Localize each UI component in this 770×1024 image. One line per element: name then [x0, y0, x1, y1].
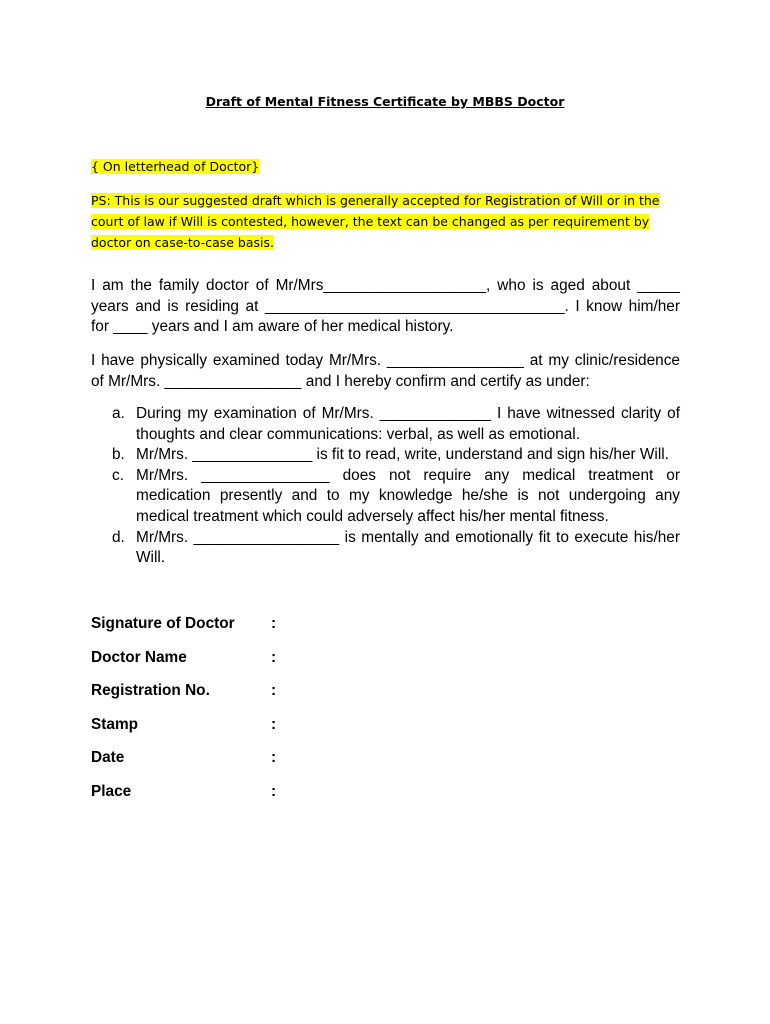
list-item — [91, 528, 680, 569]
date-label: Date — [91, 749, 125, 766]
doctor-name-label: Doctor Name — [91, 648, 187, 666]
signature-field-row — [91, 649, 391, 683]
document-title: Draft of Mental Fitness Certificate by MBBS Doctor — [205, 94, 565, 109]
list-item-text: During my examination of Mr/Mrs. _____________ I have witnessed clarity of thoughts and clear communications: verbal, as well as emotional. — [136, 405, 680, 443]
paragraph-examination: I have physically examined today Mr/Mrs. ________________ at my clinic/residence of Mr/Mrs. ________________ and I hereby confirm and certify as under: — [91, 352, 680, 390]
letterhead-note — [91, 157, 259, 177]
signature-field-row — [91, 749, 391, 783]
field-colon: : — [271, 648, 277, 666]
field-colon: : — [271, 749, 277, 766]
list-marker: d. — [112, 528, 125, 546]
paragraph-family-doctor: I am the family doctor of Mr/Mrs___________________, who is aged about _____ years and is residing at ___________________________________. I know him/her for ____ years and I am aware of her medical history. — [91, 277, 680, 336]
signature-field-row — [91, 783, 391, 817]
list-item — [91, 445, 680, 466]
signature-block — [91, 615, 391, 816]
list-item — [91, 466, 680, 528]
field-colon: : — [271, 615, 277, 632]
signature-field-row — [91, 716, 391, 750]
certification-list — [91, 404, 680, 569]
field-colon: : — [271, 782, 277, 800]
list-item — [91, 404, 680, 445]
list-item-text: Mr/Mrs. _________________ is mentally and emotionally fit to execute his/her Will. — [136, 528, 680, 567]
ps-note — [91, 190, 681, 253]
place-label: Place — [91, 782, 132, 800]
field-colon: : — [271, 682, 277, 699]
signature-field-row — [91, 615, 391, 649]
signature-field-row — [91, 682, 391, 716]
signature-of-doctor-label: Signature of Doctor — [91, 615, 235, 632]
list-marker: c. — [112, 466, 124, 484]
stamp-label: Stamp — [91, 715, 139, 733]
list-marker: b. — [112, 446, 125, 464]
registration-no-label: Registration No. — [91, 682, 210, 699]
field-colon: : — [271, 715, 277, 733]
letterhead-text: { On letterhead of Doctor} — [91, 159, 260, 174]
ps-text: PS: This is our suggested draft which is generally accepted for Registration of Will or in the court of law if Will is contested, however, the text can be changed as per requirement by doctor on case-to-case basis. — [91, 193, 660, 250]
list-item-text: Mr/Mrs. ______________ is fit to read, write, understand and sign his/her Will. — [136, 446, 669, 464]
list-item-text: Mr/Mrs. _______________ does not require any medical treatment or medication presently and to my knowledge he/she is not undergoing any medical treatment which could adversely affect his/her mental fitness. — [136, 466, 680, 525]
list-marker: a. — [112, 405, 125, 422]
